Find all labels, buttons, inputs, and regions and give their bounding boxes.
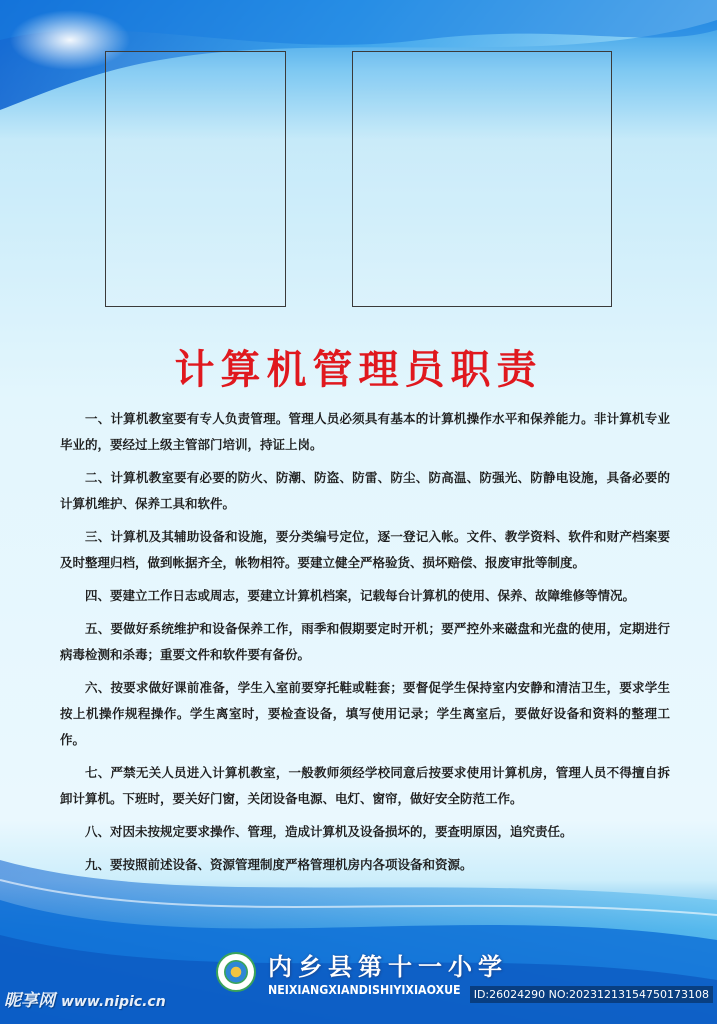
photo-frame-left xyxy=(105,51,286,307)
rule-item: 九、要按照前述设备、资源管理制度严格管理机房内各项设备和资源。 xyxy=(85,857,473,872)
rule-item: 五、要做好系统维护和设备保养工作，雨季和假期要定时开机；要严控外来磁盘和光盘的使用，定期进行病毒检测和杀毒；重要文件和软件要有备份。 xyxy=(60,621,670,662)
watermark-image-id: ID:26024290 NO:20231213154750173108 xyxy=(470,986,713,1003)
rule-item: 四、要建立工作日志或周志，要建立计算机档案，记载每台计算机的使用、保养、故障维修等情况。 xyxy=(85,588,636,603)
rule-item: 二、计算机教室要有必要的防火、防潮、防盗、防雷、防尘、防高温、防强光、防静电设施，具备必要的计算机维护、保养工具和软件。 xyxy=(60,470,670,511)
rule-item: 八、对因未按规定要求操作、管理，造成计算机及设备损坏的，要查明原因，追究责任。 xyxy=(85,824,573,839)
rule-item: 七、严禁无关人员进入计算机教室，一般教师须经学校同意后按要求使用计算机房，管理人员不得擅自拆卸计算机。下班时，要关好门窗，关闭设备电源、电灯、窗帘，做好安全防范工作。 xyxy=(60,765,670,806)
watermark-site-url: www.nipic.cn xyxy=(61,994,166,1010)
rule-item: 六、按要求做好课前准备，学生入室前要穿托鞋或鞋套；要督促学生保持室内安静和清洁卫生，要求学生按上机操作规程操作。学生离室时，要检查设备，填写使用记录；学生离室后，要做好设备和资料的整理工作。 xyxy=(60,680,670,747)
watermark-site-logo xyxy=(4,986,166,1011)
photo-frame-right xyxy=(352,51,612,307)
poster-title: 计算机管理员职责 xyxy=(174,347,543,393)
rule-item: 一、计算机教室要有专人负责管理。管理人员必须具有基本的计算机操作水平和保养能力。非计算机专业毕业的，要经过上级主管部门培训，持证上岗。 xyxy=(60,411,670,452)
school-pinyin: NEIXIANGXIANDISHIYIXIAOXUE xyxy=(268,983,461,997)
school-name: 内乡县第十一小学 xyxy=(268,953,508,981)
watermark-site-name: 昵享网 xyxy=(4,991,55,1011)
rules-list xyxy=(60,406,670,885)
rule-item: 三、计算机及其辅助设备和设施，要分类编号定位，逐一登记入帐。文件、教学资料、软件和财产档案要及时整理归档，做到帐据齐全，帐物相符。要建立健全严格验货、损坏赔偿、报废审批等制度。 xyxy=(60,529,670,570)
school-emblem-icon xyxy=(216,952,256,992)
